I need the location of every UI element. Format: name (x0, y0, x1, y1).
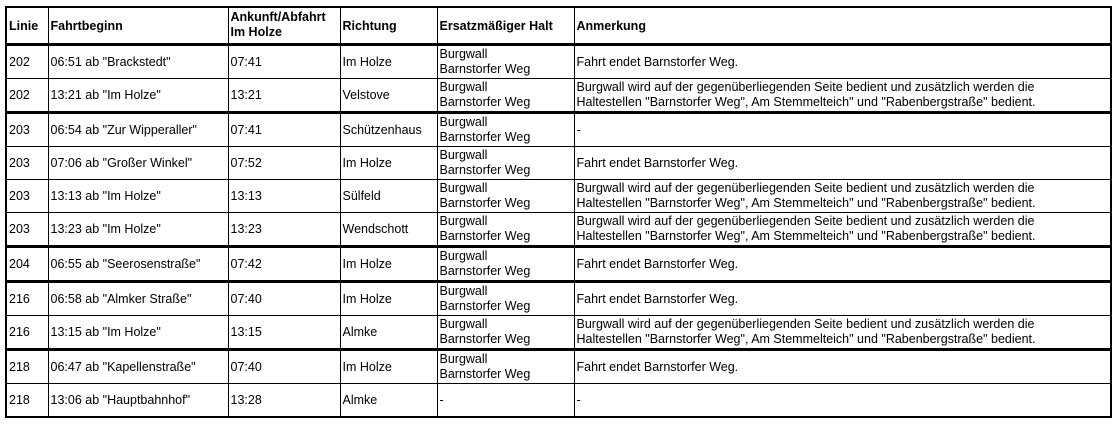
cell-fahrtbeginn: 13:13 ab "Im Holze" (48, 180, 228, 213)
cell-anmerkung-line1: Burgwall wird auf der gegenüberliegenden Seite bedient und zusätzlich werden die (576, 181, 1035, 195)
cell-richtung: Velstove (340, 79, 437, 113)
header-ankunft-line2: Im Holze (230, 25, 282, 39)
cell-ersatz-halt (437, 213, 574, 247)
cell-ankunft-abfahrt: 07:41 (228, 113, 340, 147)
cell-fahrtbeginn: 06:54 ab "Zur Wipperaller" (48, 113, 228, 147)
cell-ersatz-halt (437, 45, 574, 79)
cell-anmerkung-line1: Burgwall wird auf der gegenüberliegenden Seite bedient und zusätzlich werden die (576, 80, 1035, 94)
cell-anmerkung-line1: Fahrt endet Barnstorfer Weg. (576, 256, 739, 271)
schedule-table-wrapper (5, 6, 1112, 418)
cell-fahrtbeginn: 13:06 ab "Hauptbahnhof" (48, 384, 228, 418)
cell-anmerkung (574, 79, 1111, 113)
cell-ersatz-halt-line2: Barnstorfer Weg (439, 95, 531, 109)
cell-richtung: Im Holze (340, 147, 437, 180)
table-row (6, 113, 1111, 147)
cell-fahrtbeginn: 06:51 ab "Brackstedt" (48, 45, 228, 79)
table-row (6, 213, 1111, 247)
cell-ersatz-halt (437, 247, 574, 282)
cell-ankunft-abfahrt: 13:28 (228, 384, 340, 418)
cell-anmerkung-line1: Burgwall wird auf der gegenüberliegenden Seite bedient und zusätzlich werden die (576, 317, 1035, 331)
cell-linie: 218 (6, 350, 48, 384)
table-row (6, 45, 1111, 79)
cell-ersatz-halt-line1: Burgwall (439, 284, 488, 298)
cell-anmerkung (574, 147, 1111, 180)
cell-richtung: Schützenhaus (340, 113, 437, 147)
cell-ersatz-halt (437, 282, 574, 316)
cell-ankunft-abfahrt: 07:42 (228, 247, 340, 282)
cell-ankunft-abfahrt: 07:41 (228, 45, 340, 79)
header-richtung: Richtung (340, 7, 437, 45)
cell-ersatz-halt (437, 147, 574, 180)
cell-anmerkung (574, 316, 1111, 350)
cell-anmerkung-line2: Haltestellen "Barnstorfer Weg", Am Stemmelteich" und "Rabenbergstraße" bedient. (576, 95, 1036, 109)
cell-ankunft-abfahrt: 07:40 (228, 282, 340, 316)
cell-ersatz-halt-line1: Burgwall (439, 181, 488, 195)
cell-anmerkung-line1: - (576, 392, 581, 407)
cell-anmerkung (574, 113, 1111, 147)
cell-anmerkung (574, 45, 1111, 79)
cell-richtung: Sülfeld (340, 180, 437, 213)
cell-anmerkung-line1: Burgwall wird auf der gegenüberliegenden Seite bedient und zusätzlich werden die (576, 214, 1035, 228)
cell-anmerkung-line1: Fahrt endet Barnstorfer Weg. (576, 291, 739, 306)
cell-fahrtbeginn: 06:47 ab "Kapellenstraße" (48, 350, 228, 384)
cell-ersatz-halt (437, 79, 574, 113)
cell-ersatz-halt-line2: Barnstorfer Weg (439, 229, 531, 243)
cell-fahrtbeginn: 07:06 ab "Großer Winkel" (48, 147, 228, 180)
header-ersatz: Ersatzmäßiger Halt (437, 7, 574, 45)
cell-ersatz-halt-line1: Burgwall (439, 148, 488, 162)
cell-ersatz-halt-line1: Burgwall (439, 80, 488, 94)
cell-linie: 216 (6, 282, 48, 316)
cell-ersatz-halt-line1: Burgwall (439, 47, 488, 61)
cell-ersatz-halt-line1: Burgwall (439, 317, 488, 331)
cell-ersatz-halt-line1: Burgwall (439, 115, 488, 129)
table-row (6, 350, 1111, 384)
cell-ankunft-abfahrt: 13:23 (228, 213, 340, 247)
cell-linie: 216 (6, 316, 48, 350)
cell-anmerkung-line2: Haltestellen "Barnstorfer Weg", Am Stemmelteich" und "Rabenbergstraße" bedient. (576, 332, 1036, 346)
cell-linie: 202 (6, 45, 48, 79)
table-row (6, 282, 1111, 316)
header-fahrtbeginn: Fahrtbeginn (48, 7, 228, 45)
cell-ersatz-halt-line2: Barnstorfer Weg (439, 264, 531, 278)
table-row (6, 316, 1111, 350)
cell-fahrtbeginn: 13:21 ab "Im Holze" (48, 79, 228, 113)
header-ankunft-line1: Ankunft/Abfahrt (230, 10, 326, 24)
cell-linie: 203 (6, 147, 48, 180)
cell-ersatz-halt (437, 350, 574, 384)
cell-ersatz-halt-line2: Barnstorfer Weg (439, 367, 531, 381)
cell-ersatz-halt-line1: Burgwall (439, 249, 488, 263)
cell-anmerkung-line2: Haltestellen "Barnstorfer Weg", Am Stemmelteich" und "Rabenbergstraße" bedient. (576, 196, 1036, 210)
cell-richtung: Im Holze (340, 350, 437, 384)
cell-anmerkung (574, 247, 1111, 282)
cell-ankunft-abfahrt: 07:52 (228, 147, 340, 180)
cell-anmerkung-line1: Fahrt endet Barnstorfer Weg. (576, 359, 739, 374)
cell-anmerkung-line1: - (576, 122, 581, 137)
cell-richtung: Almke (340, 384, 437, 418)
cell-ankunft-abfahrt: 13:15 (228, 316, 340, 350)
cell-ankunft-abfahrt: 13:13 (228, 180, 340, 213)
cell-anmerkung-line2: Haltestellen "Barnstorfer Weg", Am Stemmelteich" und "Rabenbergstraße" bedient. (576, 229, 1036, 243)
cell-ersatz-halt (437, 316, 574, 350)
cell-ersatz-halt-line2: Barnstorfer Weg (439, 196, 531, 210)
cell-ersatz-halt-line2: Barnstorfer Weg (439, 130, 531, 144)
cell-anmerkung-line1: Fahrt endet Barnstorfer Weg. (576, 155, 739, 170)
cell-ersatz-halt-line1: Burgwall (439, 352, 488, 366)
cell-anmerkung (574, 384, 1111, 418)
cell-ersatz-halt-line1: Burgwall (439, 214, 488, 228)
cell-anmerkung-line1: Fahrt endet Barnstorfer Weg. (576, 54, 739, 69)
header-linie: Linie (6, 7, 48, 45)
cell-anmerkung (574, 213, 1111, 247)
cell-ersatz-halt (437, 384, 574, 418)
cell-richtung: Im Holze (340, 282, 437, 316)
cell-linie: 203 (6, 113, 48, 147)
cell-anmerkung (574, 180, 1111, 213)
cell-ersatz-halt-line2: Barnstorfer Weg (439, 163, 531, 177)
cell-fahrtbeginn: 13:23 ab "Im Holze" (48, 213, 228, 247)
cell-ankunft-abfahrt: 07:40 (228, 350, 340, 384)
table-row (6, 147, 1111, 180)
cell-ersatz-halt-line2: Barnstorfer Weg (439, 332, 531, 346)
table-row (6, 384, 1111, 418)
cell-richtung: Im Holze (340, 45, 437, 79)
table-row (6, 180, 1111, 213)
header-anmerkung: Anmerkung (574, 7, 1111, 45)
table-row (6, 247, 1111, 282)
cell-ersatz-halt-line1: - (439, 392, 444, 407)
cell-richtung: Im Holze (340, 247, 437, 282)
cell-linie: 204 (6, 247, 48, 282)
cell-ersatz-halt (437, 113, 574, 147)
header-row (6, 7, 1111, 45)
cell-linie: 202 (6, 79, 48, 113)
cell-ersatz-halt-line2: Barnstorfer Weg (439, 299, 531, 313)
cell-richtung: Almke (340, 316, 437, 350)
schedule-table (5, 6, 1112, 418)
cell-linie: 203 (6, 213, 48, 247)
header-ankunft-abfahrt (228, 7, 340, 45)
table-row (6, 79, 1111, 113)
cell-anmerkung (574, 282, 1111, 316)
cell-richtung: Wendschott (340, 213, 437, 247)
cell-ersatz-halt (437, 180, 574, 213)
cell-anmerkung (574, 350, 1111, 384)
cell-fahrtbeginn: 13:15 ab "Im Holze" (48, 316, 228, 350)
cell-fahrtbeginn: 06:58 ab "Almker Straße" (48, 282, 228, 316)
cell-linie: 218 (6, 384, 48, 418)
cell-fahrtbeginn: 06:55 ab "Seerosenstraße" (48, 247, 228, 282)
cell-linie: 203 (6, 180, 48, 213)
cell-ersatz-halt-line2: Barnstorfer Weg (439, 62, 531, 76)
cell-ankunft-abfahrt: 13:21 (228, 79, 340, 113)
